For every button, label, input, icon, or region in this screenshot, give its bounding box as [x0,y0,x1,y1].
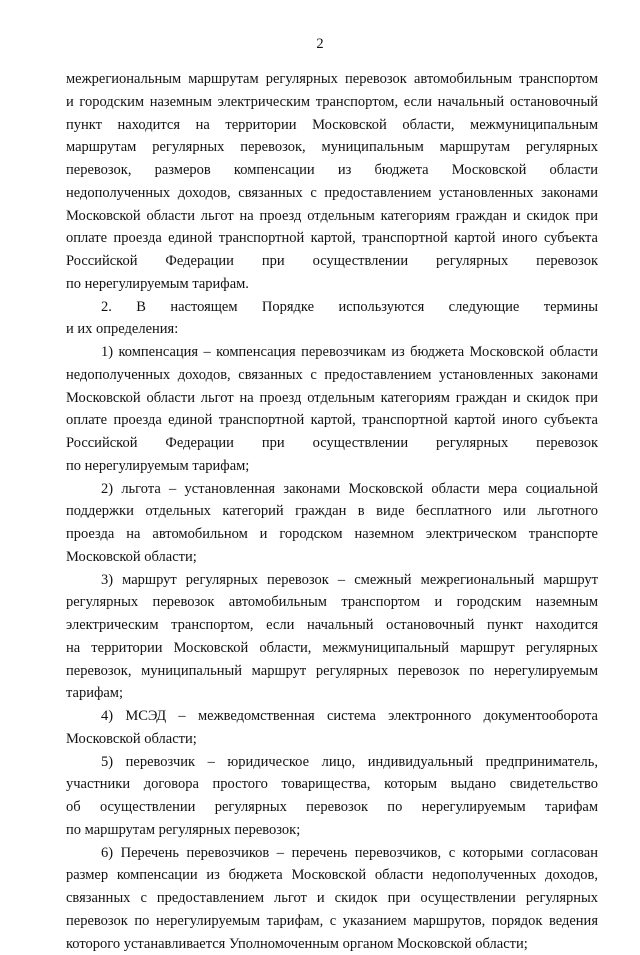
text-line: участники договора простого товарищества, которым выдано свидетельство [66,776,598,792]
text-line: перевозок, размеров компенсации из бюджета Московской области [66,162,598,178]
text-line: проезда на автомобильном и городском наземном электрическом транспорте [66,526,598,542]
text-line: связанных с предоставлением льгот и скидок при осуществлении регулярных [66,890,598,906]
text-line: на территории Московской области, межмуниципальный маршрут регулярных [66,640,598,656]
text-line: тарифам; [66,685,123,701]
text-line: Московской области; [66,731,197,747]
text-line: 1) компенсация – компенсация перевозчикам из бюджета Московской области [101,344,598,360]
text-line: недополученных доходов, связанных с предоставлением установленных законами [66,185,598,201]
text-line: по нерегулируемым тарифам; [66,458,250,474]
text-line: и их определения: [66,321,179,337]
text-line: Московской области льгот на проезд отдельным категориям граждан и скидок при [66,208,598,224]
text-line: 3) маршрут регулярных перевозок – смежный межрегиональный маршрут [101,572,598,588]
text-line: оплате проезда единой транспортной картой, транспортной картой иного субъекта [66,230,598,246]
text-line: перевозок, муниципальный маршрут регулярных перевозок по нерегулируемым [66,663,598,679]
text-line: поддержки отдельных категорий граждан в виде бесплатного или льготного [66,503,598,519]
text-line: Московской области льгот на проезд отдельным категориям граждан и скидок при [66,390,598,406]
text-line: перевозок по нерегулируемым тарифам, с указанием маршрутов, порядок ведения [66,913,598,929]
text-line: об осуществлении регулярных перевозок по нерегулируемым тарифам [66,799,598,815]
text-line: оплате проезда единой транспортной картой, транспортной картой иного субъекта [66,412,598,428]
text-line: пункт находится на территории Московской области, межмуниципальным [66,117,598,133]
text-line: 4) МСЭД – межведомственная система электронного документооборота [101,708,598,724]
page-number: 2 [316,36,324,52]
text-line: 5) перевозчик – юридическое лицо, индивидуальный предприниматель, [101,754,598,770]
text-line: Российской Федерации при осуществлении регулярных перевозок [66,253,598,269]
text-line: Российской Федерации при осуществлении регулярных перевозок [66,435,598,451]
text-line: 2. В настоящем Порядке используются следующие термины [101,299,598,315]
text-line: по маршрутам регулярных перевозок; [66,822,301,838]
text-line: 6) Перечень перевозчиков – перечень перевозчиков, с которыми согласован [101,845,598,861]
text-line: и городским наземным электрическим транспортом, если начальный остановочный [66,94,598,110]
text-line: межрегиональным маршрутам регулярных перевозок автомобильным транспортом [66,71,598,87]
text-line: которого устанавливается Уполномоченным органом Московской области; [66,936,528,952]
text-line: недополученных доходов, связанных с предоставлением установленных законами [66,367,598,383]
text-line: по нерегулируемым тарифам. [66,276,249,292]
text-line: регулярных перевозок автомобильным транспортом и городским наземным [66,594,598,610]
text-line: 2) льгота – установленная законами Московской области мера социальной [101,481,598,497]
text-line: электрическим транспортом, если начальный остановочный пункт находится [66,617,598,633]
text-line: маршрутам регулярных перевозок, муниципальным маршрутам регулярных [66,139,598,155]
text-line: размер компенсации из бюджета Московской области недополученных доходов, [66,867,598,883]
text-line: Московской области; [66,549,197,565]
